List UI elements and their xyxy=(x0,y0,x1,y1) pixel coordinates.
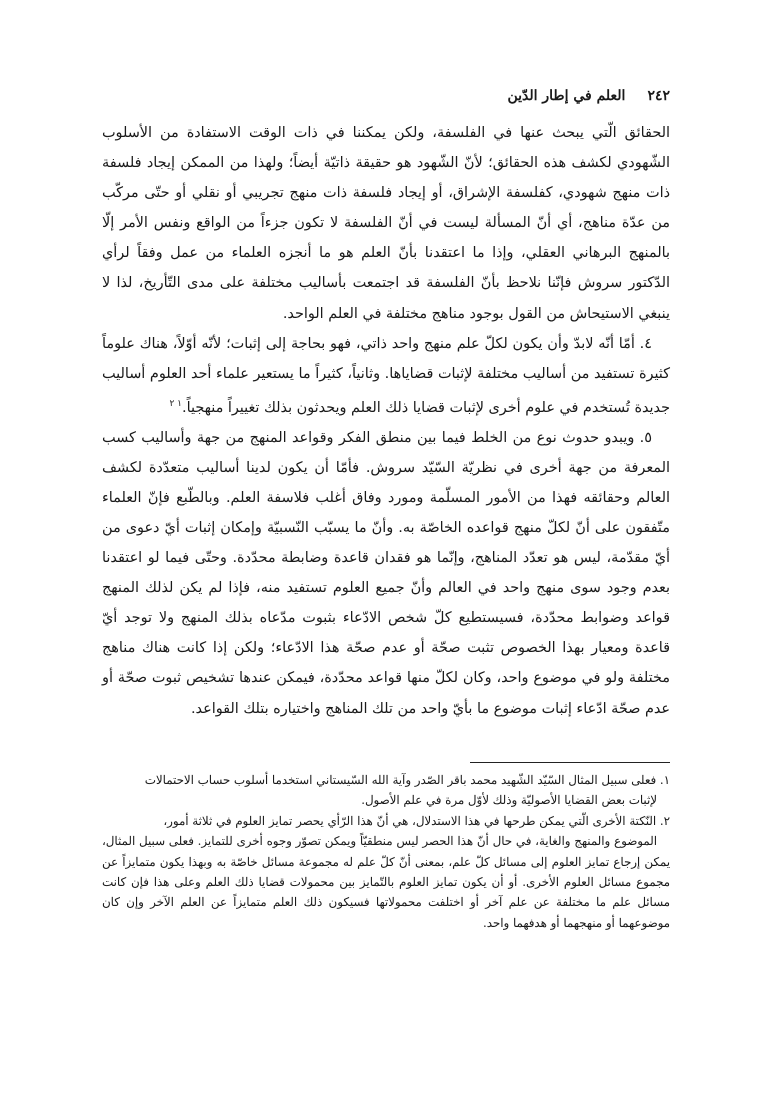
footnote-2-continuation: الموضوع والمنهج والغاية، في حال أنّ هذا الحصر ليس منطقيّاً ويمكن تصوّر وجوه أخرى للتمايز. فعلى سبيل المثال، يمكن إرجاع تمايز العلوم إلى مسائل كلّ علم، بمعنى أنّ كلّ علم له مجموعة مسائل خاصّة به وبهذا يكون متمايزاً عن مجموع مسائل العلوم الأخرى. أو أن يكون تمايز العلوم بالتّمايز بين محمولات قضايا ذلك العلم وعلى هذا فإن كانت مسائل علم ما مختلفة عن علم آخر أو اختلفت محمولاتها فسيكون ذلك العلم متمايزاً عن العلم الآخر وإن كان موضوعهما أو منهجهما أو هدفهما واحد. xyxy=(102,834,670,930)
paragraph-1: الحقائق الّتي يبحث عنها في الفلسفة، ولكن يمكننا في ذات الوقت الاستفادة من الأسلوب الشّهودي لكشف هذه الحقائق؛ لأنّ الشّهود هو حقيقة ذاتيّة أيضاً؛ ولهذا من الممكن إيجاد فلسفة ذات منهج شهودي، كفلسفة الإشراق، أو إيجاد فلسفة ذات منهج تجريبي أو نقلي أو حتّى مركّب من عدّة مناهج، أي أنّ المسألة ليست في أنّ الفلسفة لا تكون جزءاً من الواقع ونفس الأمر إلّا بالمنهج البرهاني العقلي، وإذا ما اعتقدنا بأنّ العلم هو ما أنجزه العلماء من عمل وفقاً لرأي الدّكتور سروش فإنّنا نلاحظ بأنّ الفلسفة قد اجتمعت بأساليب مختلفة على مدى التّأريخ، لذا لا ينبغي الاستيحاش من القول بوجود مناهج مختلفة في العلم الواحد. xyxy=(102,125,670,322)
footnote-refs: ١ ٢ xyxy=(169,398,183,409)
footnote-1-continuation: لإثبات بعض القضايا الأصوليّة وذلك لأوّل مرة في علم الأصول. xyxy=(361,793,657,808)
running-header xyxy=(430,88,670,110)
paragraph-3: ٥. ويبدو حدوث نوع من الخلط فيما بين منطق الفكر وقواعد المنهج من جهة وأساليب كسب المعرفة من جهة أخرى في نظريّة السّيّد سروش. فأمّا أن يكون لدينا أساليب متعدّدة لكشف العالم وحقائقه فهذا من الأمور المسلّمة ومورد وفاق أغلب فلاسفة العلم. وبالطّبع فإنّ العلماء متّفقون على أنّ لكلّ منهج قواعده الخاصّة به. وأنّ ما يسبّب النّسبيّة وإمكان إثبات أيّ دعوى من أيّ مقدّمة، ليس هو تعدّد المناهج، وإنّما هو فقدان قاعدة وضابطة محدّدة. وحتّى فيما لو اعتقدنا بعدم وجود سوى منهج واحد في العالم وأنّ جميع العلوم تستفيد منه، فإذا لم يكن لذلك المنهج قواعد وضوابط محدّدة، فسيستطيع كلّ شخص الادّعاء بثبوت مدّعاه بذلك المنهج ولا توجد أيّ قاعدة ومعيار بهذا الخصوص تثبت صحّة أو عدم صحّة هذا الادّعاء؛ ولكن إذا كانت هناك مناهج مختلفة ولو في موضوع واحد، وكان لكلّ منها قواعد محدّدة، فيمكن عندها تشخيص ثبوت صحّة أو عدم صحّة ادّعاء إثبات موضوع ما بأيّ واحد من تلك المناهج واختياره بتلك القواعد. xyxy=(102,429,670,717)
footnotes xyxy=(102,770,670,933)
paragraph-2-text: ٤. أمّا أنّه لابدّ وأن يكون لكلّ علم منهج واحد ذاتي، فهو بحاجة إلى إثبات؛ لأنّه أوّلاً، هناك علوماً كثيرة تستفيد من أساليب مختلفة لإثبات قضاياها. وثانياً، كثيراً ما يستعير علماء أحد العلوم أساليب جديدة تُستخدم في علوم أخرى لإثبات قضايا ذلك العلم ويحدثون بذلك تغييراً منهجياً. xyxy=(102,335,670,416)
footnote-1 xyxy=(102,770,670,811)
footnote-2-first-line: ٢. النّكتة الأخرى الّتي يمكن طرحها في هذا الاستدلال، هي أنّ هذا الرّأي يحصر تمايز العلوم في ثلاثة أمور، xyxy=(163,813,670,828)
footnote-2 xyxy=(102,811,670,933)
main-text xyxy=(102,118,670,724)
footnote-1-first-line: ١. فعلى سبيل المثال السّيّد الشّهيد محمد باقر الصّدر وآية الله السّيستاني استخدما أسلوب حساب الاحتمالات xyxy=(144,773,670,787)
footnote-divider xyxy=(470,762,670,763)
page-number: ٢٤٢ xyxy=(647,88,670,104)
running-title: العلم في إطار الدّين xyxy=(507,88,626,104)
paragraph-2 xyxy=(102,329,670,423)
